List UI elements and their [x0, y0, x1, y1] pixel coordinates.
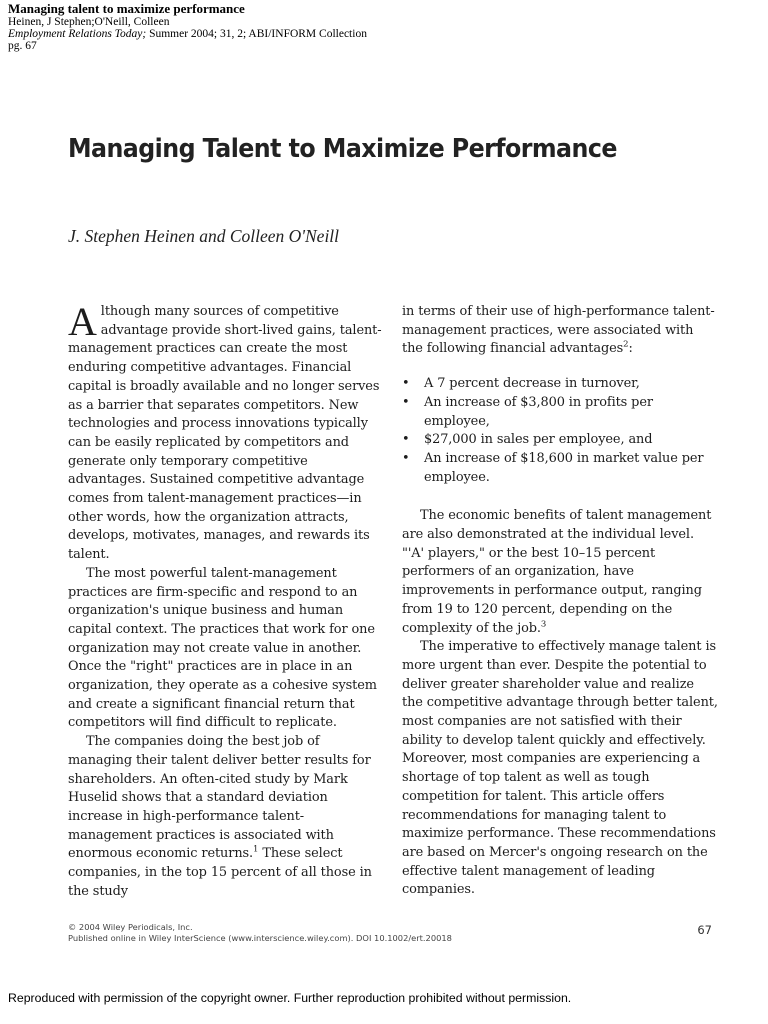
page-number: 67: [697, 923, 712, 937]
bullet-icon: •: [402, 376, 410, 392]
right-column: [402, 303, 718, 900]
right-paragraph-2: [402, 507, 718, 638]
footer-copyright: © 2004 Wiley Periodicals, Inc.: [68, 922, 193, 932]
citation-authors: Heinen, J Stephen;O'Neill, Colleen: [8, 16, 170, 28]
list-item-text: An increase of $18,600 in market value per employee.: [424, 450, 704, 485]
citation-page: pg. 67: [8, 40, 37, 52]
right-paragraph-1: [402, 303, 718, 359]
footer-published: Published online in Wiley InterScience (www.interscience.wiley.com). DOI 10.1002/ert.20018: [68, 933, 452, 943]
right-paragraph-3: The imperative to effectively manage talent is more urgent than ever. Despite the potential to deliver greater shareholder value and realize the competitive advantage through better talent, most companies are not satisfied with their ability to develop talent quickly and effectively. Moreover, most companies are experiencing a shortage of top talent as well as tough competition for talent. This article offers recommendations for managing talent to maximize performance. These recommendations are based on Mercer's ongoing research on the effective talent management of leading companies.: [402, 639, 718, 898]
list-item-text: $27,000 in sales per employee, and: [424, 432, 653, 448]
citation-title: Managing talent to maximize performance: [8, 1, 245, 16]
bullet-icon: •: [402, 394, 410, 410]
article-title: Managing Talent to Maximize Performance: [68, 134, 617, 164]
citation-journal: Employment Relations Today;: [8, 28, 147, 40]
right-paragraph-1-text-b: :: [628, 341, 633, 357]
footnote-ref-2: 2: [623, 340, 629, 351]
bullet-icon: •: [402, 432, 410, 448]
right-paragraph-2-text: The economic benefits of talent management are also demonstrated at the individual level. "'A' players," or the best 10–15 percent performers of an organization, have improvements in performance output, ranging from 19 to 120 percent, depending on the complexity of the job.: [402, 508, 712, 636]
footnote-ref-1: 1: [253, 845, 259, 856]
left-column: [68, 299, 386, 902]
left-paragraph-2: The most powerful talent-management practices are firm-specific and respond to an organization's unique business and human capital context. The practices that work for one organization may not create value in another. Once the "right" practices are in place in an organization, they operate as a cohesive system and create a significant financial return that competitors will find difficult to replicate.: [68, 565, 377, 731]
list-item: [402, 450, 718, 487]
left-paragraph-1: [68, 299, 386, 565]
bullet-icon: •: [402, 450, 410, 466]
footnote-ref-3: 3: [540, 619, 547, 630]
list-item-text: A 7 percent decrease in turnover,: [424, 376, 640, 392]
citation-header: [8, 2, 748, 52]
list-item-text: An increase of $3,800 in profits per employee,: [424, 394, 653, 429]
article-authors: J. Stephen Heinen and Colleen O'Neill: [68, 226, 340, 246]
drop-cap: A: [68, 299, 97, 344]
right-paragraph-1-text-a: in terms of their use of high-performance talent-management practices, were associated with the following financial advantages: [402, 304, 715, 357]
list-item: [402, 431, 718, 450]
citation-journal-line: [8, 28, 748, 40]
financial-advantages-list: [402, 375, 718, 487]
citation-details: Summer 2004; 31, 2; ABI/INFORM Collection: [146, 28, 367, 40]
left-paragraph-3-text-b: These select companies, in the top 15 percent of all those in the study: [68, 846, 372, 899]
permission-notice: Reproduced with permission of the copyright owner. Further reproduction prohibited without permission.: [8, 991, 572, 1005]
list-item: [402, 375, 718, 394]
list-item: [402, 394, 718, 431]
left-paragraph-1-text: lthough many sources of competitive advantage provide short-lived gains, talent-management practices can create the most enduring competitive advantages. Financial capital is broadly available and no longer serves as a barrier that separates competitors. New technologies and process innovations typically can be easily replicated by competitors and generate only temporary competitive advantages. Sustained competitive advantage comes from talent-management practices—in other words, how the organization attracts, develops, motivates, manages, and rewards its talent.: [68, 304, 382, 563]
page-footer: [68, 922, 718, 944]
left-paragraph-3: [68, 733, 386, 901]
left-paragraph-3-text-a: The companies doing the best job of managing their talent deliver better results for shareholders. An often-cited study by Mark Huselid shows that a standard deviation increase in high-performance talent-management practices is associated with enormous economic returns.: [68, 734, 371, 862]
